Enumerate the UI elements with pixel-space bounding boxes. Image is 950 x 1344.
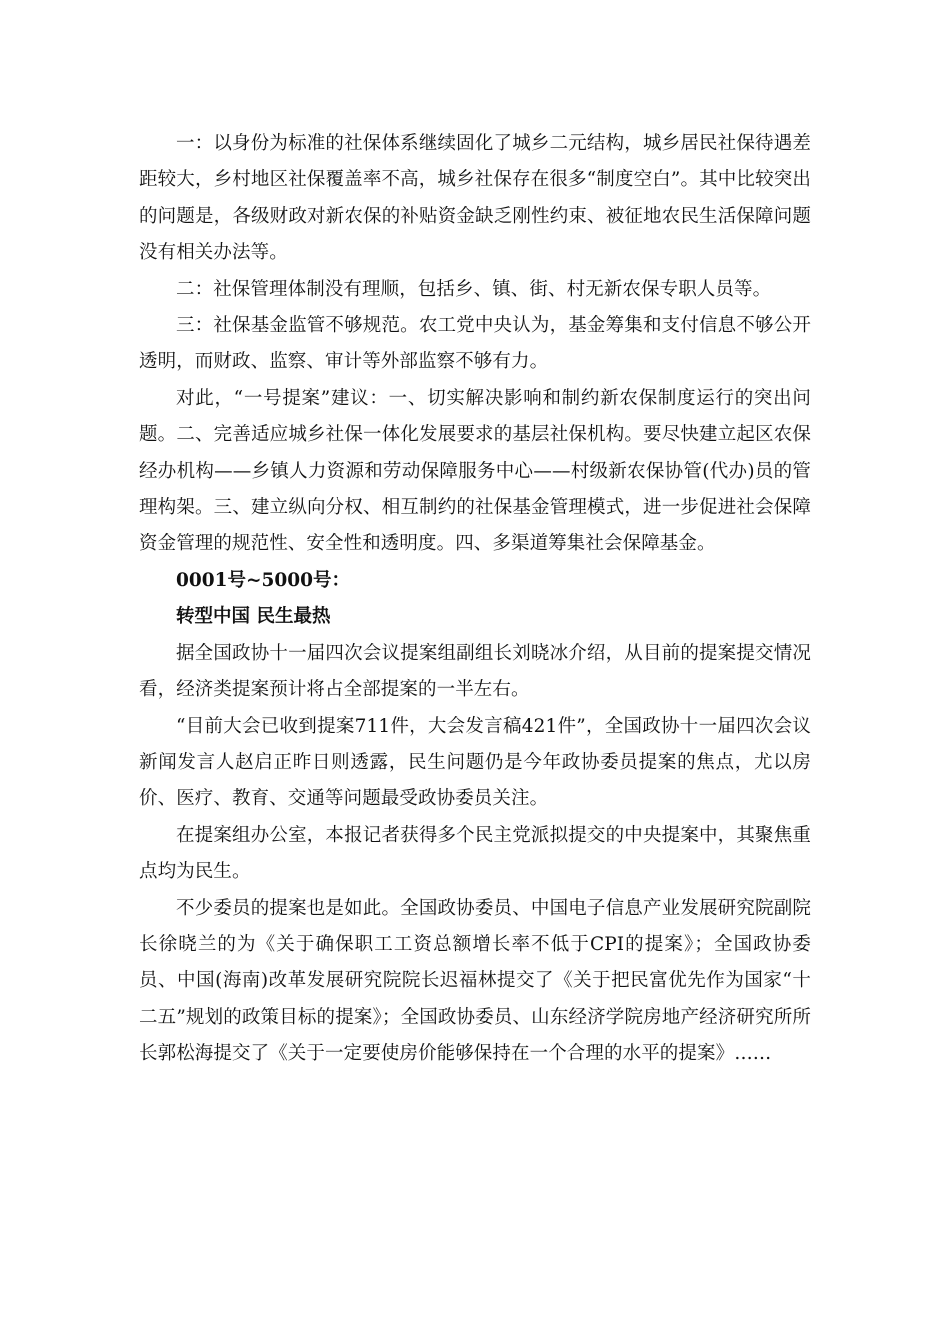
paragraph-proposal-count: “目前大会已收到提案711件，大会发言稿421件”，全国政协十一届四次会议新闻发言人赵启正昨日则透露，民生问题仍是今年政协委员提案的焦点，尤以房价、医疗、教育、交通等问题最受政协委员关注。 [139, 715, 811, 810]
paragraph-issue-one: 一：以身份为标准的社保体系继续固化了城乡二元结构，城乡居民社保待遇差距较大，乡村地区社保覆盖率不高，城乡社保存在很多“制度空白”。其中比较突出的问题是，各级财政对新农保的补贴资金缺乏刚性约束、被征地农民生活保障问题没有相关办法等。 [139, 133, 811, 264]
section-number-heading: 0001号~5000号： [176, 569, 350, 591]
paragraph-proposal-office: 在提案组办公室，本报记者获得多个民主党派拟提交的中央提案中，其聚焦重点均为民生。 [139, 824, 811, 883]
paragraph-economic-proposals: 据全国政协十一届四次会议提案组副组长刘晓冰介绍，从目前的提案提交情况看，经济类提案预计将占全部提案的一半左右。 [139, 642, 811, 701]
paragraph-member-proposals: 不少委员的提案也是如此。全国政协委员、中国电子信息产业发展研究院副院长徐晓兰的为《关于确保职工工资总额增长率不低于CPI的提案》；全国政协委员、中国(海南)改革发展研究院院长迟福林提交了《关于把民富优先作为国家“十二五”规划的政策目标的提案》；全国政协委员、山东经济学院房地产经济研究所所长郭松海提交了《关于一定要使房价能够保持在一个合理的水平的提案》…… [139, 897, 811, 1065]
section-title-heading: 转型中国 民生最热 [176, 606, 331, 628]
paragraph-issue-three: 三：社保基金监管不够规范。农工党中央认为，基金筹集和支付信息不够公开透明，而财政、监察、审计等外部监察不够有力。 [139, 315, 811, 373]
paragraph-proposal-suggestions: 对此，“一号提案”建议：一、切实解决影响和制约新农保制度运行的突出问题。二、完善适应城乡社保一体化发展要求的基层社保机构。要尽快建立起区农保经办机构——乡镇人力资源和劳动保障服务中心——村级新农保协管(代办)员的管理构架。三、建立纵向分权、相互制约的社保基金管理模式，进一步促进社会保障资金管理的规范性、安全性和透明度。四、多渠道筹集社会保障基金。 [139, 387, 811, 555]
paragraph-issue-two: 二：社保管理体制没有理顺，包括乡、镇、街、村无新农保专职人员等。 [176, 278, 772, 300]
document-page [139, 126, 811, 1073]
